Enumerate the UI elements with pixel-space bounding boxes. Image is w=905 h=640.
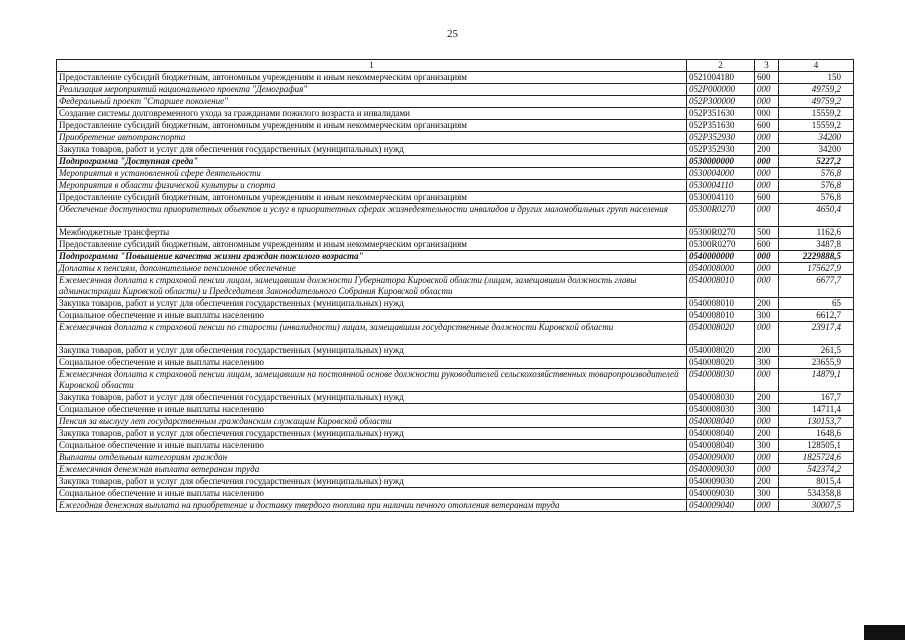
row-vr-cell: 000 [755,263,779,275]
row-vr-cell: 200 [755,428,779,440]
row-vr-cell: 000 [755,204,779,227]
row-code-cell: 05300R0270 [687,227,755,239]
table-row [57,500,854,512]
row-sum-cell: 6612,7 [779,310,854,322]
table-row [57,227,854,239]
table-row [57,428,854,440]
row-sum-cell: 5227,2 [779,156,854,168]
row-sum-cell: 128505,1 [779,440,854,452]
row-code-cell: 052P000000 [687,84,755,96]
row-sum-cell: 34200 [779,132,854,144]
row-vr-cell: 000 [755,500,779,512]
row-name-cell: Выплаты отдельным категориям граждан [57,452,687,464]
row-sum-cell: 23655,9 [779,357,854,369]
row-name-cell: Социальное обеспечение и иные выплаты населению [57,488,687,500]
row-code-cell: 0540009000 [687,452,755,464]
row-code-cell: 0540008020 [687,357,755,369]
table-row [57,132,854,144]
row-name-cell: Мероприятия в установленной сфере деятельности [57,168,687,180]
row-sum-cell: 49759,2 [779,96,854,108]
row-name-cell: Ежемесячная доплата к страховой пенсии лицам, замещавшим должности Губернатора Кировской области (лицам, замещавшим должность главы администрации Кировской области) и Председателя Законодательного Собрания Кировской области [57,275,687,298]
row-sum-cell: 175627,9 [779,263,854,275]
table-row [57,298,854,310]
row-name-cell: Реализация мероприятий национального проекта "Демография" [57,84,687,96]
row-code-cell: 0540008030 [687,369,755,392]
row-name-cell: Предоставление субсидий бюджетным, автономным учреждениям и иным некоммерческим организациям [57,239,687,251]
table-row [57,275,854,298]
row-code-cell: 0540008010 [687,310,755,322]
table-header-row [57,60,854,72]
row-sum-cell: 534358,8 [779,488,854,500]
row-vr-cell: 000 [755,416,779,428]
table-row [57,120,854,132]
table-row [57,392,854,404]
row-name-cell: Закупка товаров, работ и услуг для обеспечения государственных (муниципальных) нужд [57,144,687,156]
row-sum-cell: 167,7 [779,392,854,404]
row-code-cell: 0540008030 [687,392,755,404]
table-row [57,464,854,476]
table-row [57,263,854,275]
row-sum-cell: 65 [779,298,854,310]
row-sum-cell: 15559,2 [779,108,854,120]
table-row [57,345,854,357]
table-row [57,168,854,180]
row-vr-cell: 600 [755,72,779,84]
row-code-cell: 0530004110 [687,180,755,192]
scan-redaction-bar [864,625,905,640]
row-vr-cell: 300 [755,404,779,416]
row-vr-cell: 000 [755,452,779,464]
row-vr-cell: 200 [755,476,779,488]
row-sum-cell: 130153,7 [779,416,854,428]
row-vr-cell: 000 [755,275,779,298]
row-vr-cell: 200 [755,392,779,404]
row-sum-cell: 150 [779,72,854,84]
row-name-cell: Приобретение автотранспорта [57,132,687,144]
row-code-cell: 0540008020 [687,345,755,357]
table-row [57,488,854,500]
row-sum-cell: 1162,6 [779,227,854,239]
row-name-cell: Закупка товаров, работ и услуг для обеспечения государственных (муниципальных) нужд [57,428,687,440]
row-vr-cell: 200 [755,144,779,156]
table-row [57,476,854,488]
table-row [57,251,854,263]
table-row [57,404,854,416]
row-name-cell: Закупка товаров, работ и услуг для обеспечения государственных (муниципальных) нужд [57,392,687,404]
row-code-cell: 0530004000 [687,168,755,180]
table-row [57,156,854,168]
row-vr-cell: 600 [755,239,779,251]
row-vr-cell: 300 [755,440,779,452]
table-row [57,108,854,120]
table-row [57,180,854,192]
row-sum-cell: 1825724,6 [779,452,854,464]
header-col-4: 4 [779,60,854,72]
table-row [57,452,854,464]
row-sum-cell: 542374,2 [779,464,854,476]
row-vr-cell: 000 [755,251,779,263]
row-sum-cell: 15559,2 [779,120,854,132]
row-name-cell: Создание системы долговременного ухода за гражданами пожилого возраста и инвалидами [57,108,687,120]
row-name-cell: Социальное обеспечение и иные выплаты населению [57,404,687,416]
table-row [57,84,854,96]
row-vr-cell: 300 [755,310,779,322]
row-vr-cell: 500 [755,227,779,239]
row-vr-cell: 200 [755,298,779,310]
row-sum-cell: 261,5 [779,345,854,357]
row-name-cell: Социальное обеспечение и иные выплаты населению [57,310,687,322]
row-sum-cell: 2229888,5 [779,251,854,263]
budget-table [56,59,854,512]
row-name-cell: Подпрограмма "Доступная среда" [57,156,687,168]
row-vr-cell: 000 [755,156,779,168]
row-code-cell: 05300R0270 [687,204,755,227]
row-name-cell: Предоставление субсидий бюджетным, автономным учреждениям и иным некоммерческим организациям [57,192,687,204]
table-row [57,144,854,156]
row-code-cell: 0540008010 [687,298,755,310]
table-row [57,369,854,392]
row-code-cell: 0540009030 [687,476,755,488]
row-vr-cell: 000 [755,84,779,96]
row-name-cell: Ежемесячная доплата к страховой пенсии лицам, замещавшим на постоянной основе должности руководителей сельскохозяйственных товаропроизводителей Кировской области [57,369,687,392]
table-row [57,239,854,251]
row-name-cell: Ежемесячная денежная выплата ветеранам труда [57,464,687,476]
row-sum-cell: 3487,8 [779,239,854,251]
row-code-cell: 0540009040 [687,500,755,512]
row-sum-cell: 14711,4 [779,404,854,416]
row-sum-cell: 6677,7 [779,275,854,298]
row-code-cell: 052P352930 [687,144,755,156]
row-vr-cell: 200 [755,345,779,357]
row-code-cell: 052P351630 [687,108,755,120]
table-row [57,96,854,108]
row-sum-cell: 576,8 [779,168,854,180]
row-name-cell: Межбюджетные трансферты [57,227,687,239]
row-code-cell: 0530004110 [687,192,755,204]
row-code-cell: 0521004180 [687,72,755,84]
table-row [57,357,854,369]
row-name-cell: Предоставление субсидий бюджетным, автономным учреждениям и иным некоммерческим организациям [57,72,687,84]
row-code-cell: 0540008040 [687,416,755,428]
row-name-cell: Закупка товаров, работ и услуг для обеспечения государственных (муниципальных) нужд [57,298,687,310]
row-code-cell: 0540008020 [687,322,755,345]
table-row [57,204,854,227]
row-code-cell: 0540009030 [687,488,755,500]
row-code-cell: 05300R0270 [687,239,755,251]
row-sum-cell: 576,8 [779,192,854,204]
row-sum-cell: 14879,1 [779,369,854,392]
row-vr-cell: 600 [755,192,779,204]
row-code-cell: 0540009030 [687,464,755,476]
row-name-cell: Ежегодная денежная выплата на приобретение и доставку твердого топлива при наличии печного отопления ветеранам труда [57,500,687,512]
row-vr-cell: 300 [755,357,779,369]
row-sum-cell: 34200 [779,144,854,156]
row-name-cell: Мероприятия в области физической культуры и спорта [57,180,687,192]
row-name-cell: Федеральный проект "Старшее поколение" [57,96,687,108]
table-row [57,310,854,322]
header-col-2: 2 [687,60,755,72]
header-col-1: 1 [57,60,687,72]
row-name-cell: Предоставление субсидий бюджетным, автономным учреждениям и иным некоммерческим организациям [57,120,687,132]
page-number: 25 [447,28,458,40]
row-code-cell: 0540008030 [687,404,755,416]
table-row [57,440,854,452]
row-code-cell: 0530000000 [687,156,755,168]
row-code-cell: 0540008040 [687,428,755,440]
row-vr-cell: 000 [755,168,779,180]
row-code-cell: 0540008040 [687,440,755,452]
row-vr-cell: 000 [755,180,779,192]
table-row [57,72,854,84]
row-sum-cell: 23917,4 [779,322,854,345]
row-vr-cell: 000 [755,369,779,392]
row-vr-cell: 000 [755,108,779,120]
row-vr-cell: 000 [755,322,779,345]
row-code-cell: 0540008010 [687,275,755,298]
row-code-cell: 052P352930 [687,132,755,144]
row-name-cell: Социальное обеспечение и иные выплаты населению [57,440,687,452]
row-name-cell: Закупка товаров, работ и услуг для обеспечения государственных (муниципальных) нужд [57,345,687,357]
row-vr-cell: 600 [755,120,779,132]
row-sum-cell: 30007,5 [779,500,854,512]
row-sum-cell: 49759,2 [779,84,854,96]
row-name-cell: Социальное обеспечение и иные выплаты населению [57,357,687,369]
row-sum-cell: 8015,4 [779,476,854,488]
table-row [57,416,854,428]
row-vr-cell: 300 [755,488,779,500]
row-vr-cell: 000 [755,464,779,476]
row-name-cell: Обеспечение доступности приоритетных объектов и услуг в приоритетных сферах жизнедеятельности инвалидов и других маломобильных групп населения [57,204,687,227]
row-code-cell: 0540008000 [687,263,755,275]
row-name-cell: Доплаты к пенсиям, дополнительное пенсионное обеспечение [57,263,687,275]
row-code-cell: 052P351630 [687,120,755,132]
row-vr-cell: 000 [755,96,779,108]
row-vr-cell: 000 [755,132,779,144]
row-name-cell: Ежемесячная доплата к страховой пенсии по старости (инвалидности) лицам, замещавшим государственные должности Кировской области [57,322,687,345]
row-name-cell: Закупка товаров, работ и услуг для обеспечения государственных (муниципальных) нужд [57,476,687,488]
table-row [57,322,854,345]
row-sum-cell: 1648,6 [779,428,854,440]
header-col-3: 3 [755,60,779,72]
table-row [57,192,854,204]
row-code-cell: 0540000000 [687,251,755,263]
row-name-cell: Подпрограмма "Повышение качества жизни граждан пожилого возраста" [57,251,687,263]
row-sum-cell: 4650,4 [779,204,854,227]
row-code-cell: 052P300000 [687,96,755,108]
row-name-cell: Пенсия за выслугу лет государственным гражданским служащим Кировской области [57,416,687,428]
row-sum-cell: 576,8 [779,180,854,192]
